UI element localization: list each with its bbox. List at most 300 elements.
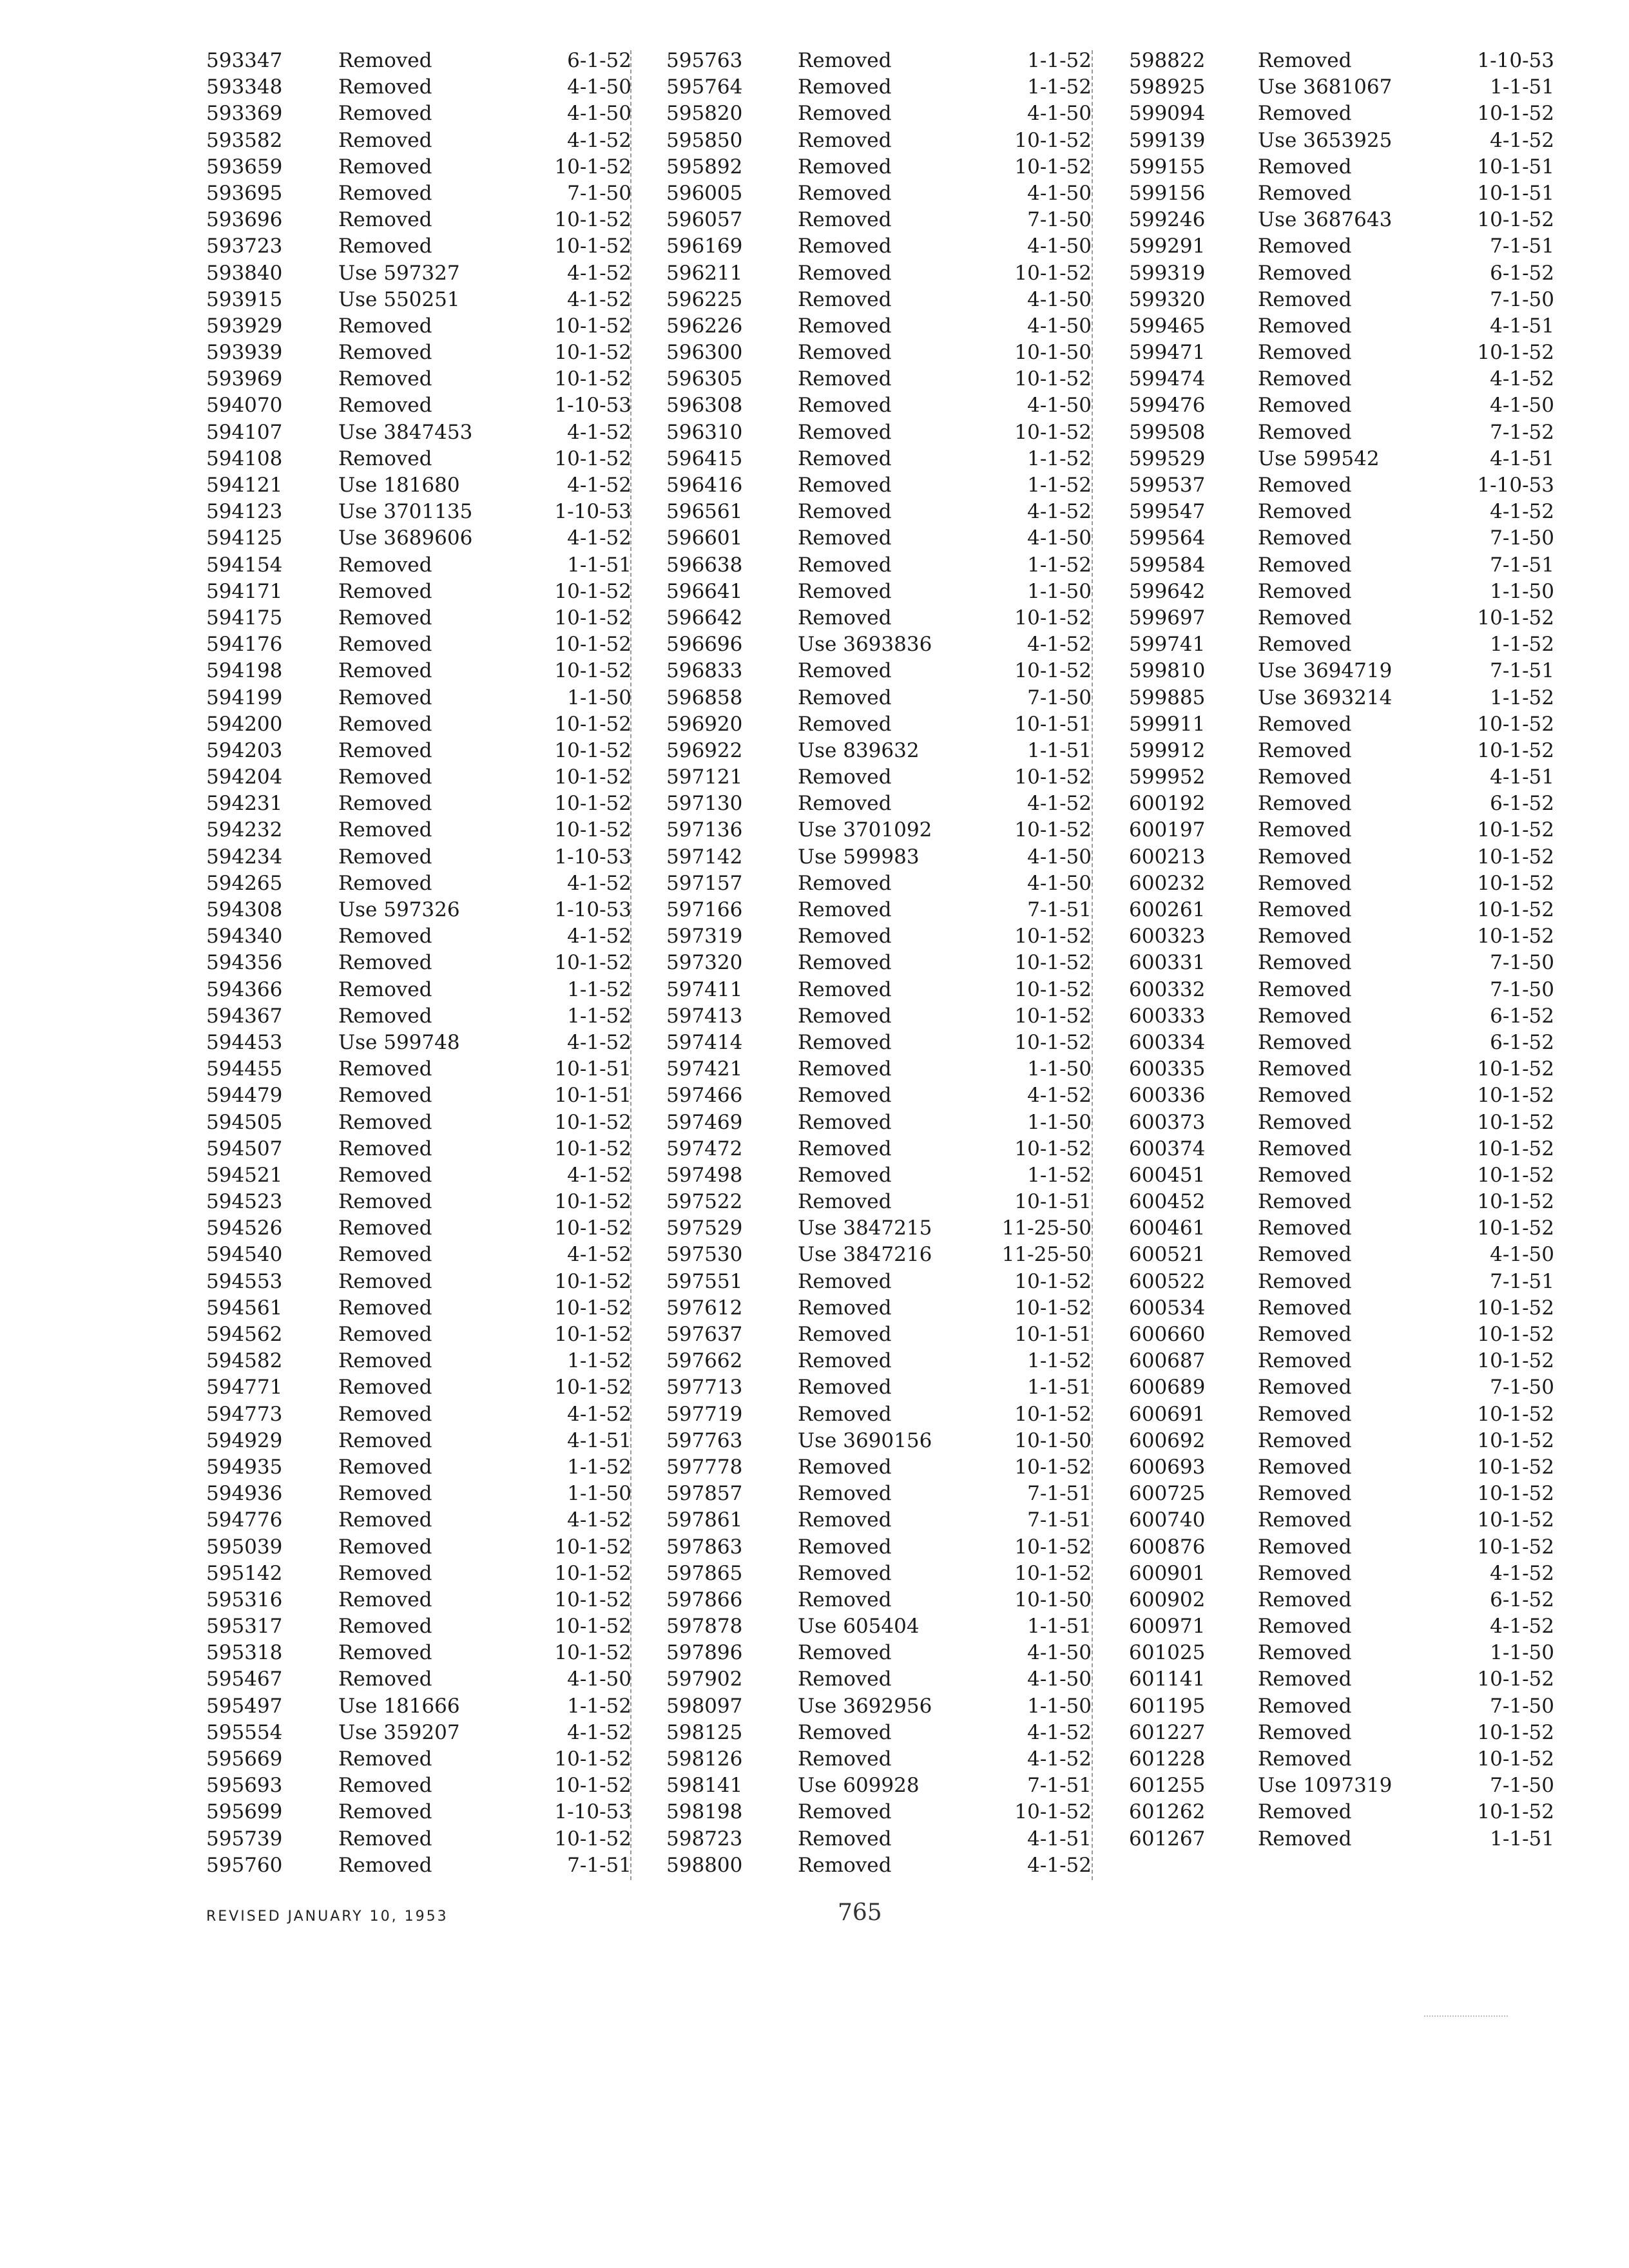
part-number: 593347 — [206, 49, 283, 72]
effective-date: 10-1-52 — [1477, 1428, 1554, 1452]
part-number: 594308 — [206, 898, 283, 921]
part-status: Removed — [1258, 1084, 1352, 1108]
part-number: 597861 — [666, 1508, 743, 1532]
part-status: Removed — [338, 1163, 432, 1187]
part-status: Removed — [1258, 1694, 1352, 1718]
table-row — [1129, 260, 1580, 287]
part-status: Removed — [338, 1774, 432, 1798]
part-status: Removed — [338, 1269, 432, 1293]
part-number: 593723 — [206, 235, 283, 258]
part-status: Removed — [1258, 1455, 1352, 1479]
part-status: Use 599542 — [1258, 447, 1380, 470]
part-number: 596638 — [666, 553, 743, 577]
table-row — [206, 101, 657, 127]
table-row — [206, 207, 657, 233]
table-row — [1129, 48, 1580, 74]
table-row — [666, 1746, 1117, 1773]
part-status: Use 359207 — [338, 1720, 460, 1744]
effective-date: 1-1-51 — [1490, 1827, 1554, 1850]
table-row — [666, 552, 1117, 579]
table-row — [1129, 1348, 1580, 1374]
effective-date: 4-1-50 — [1027, 181, 1092, 205]
page-number: 765 — [838, 1899, 882, 1926]
part-number: 593915 — [206, 287, 283, 311]
table-row — [666, 817, 1117, 843]
effective-date: 10-1-50 — [1014, 1588, 1092, 1611]
part-status: Removed — [1258, 181, 1352, 205]
part-number: 597551 — [666, 1269, 743, 1293]
table-row — [206, 446, 657, 472]
part-status: Removed — [338, 1402, 432, 1426]
table-row — [1129, 1401, 1580, 1428]
effective-date: 10-1-52 — [1014, 1402, 1092, 1426]
part-status: Removed — [338, 1747, 432, 1771]
part-number: 594231 — [206, 792, 283, 816]
part-status: Removed — [338, 977, 432, 1001]
effective-date: 4-1-52 — [1027, 1720, 1092, 1744]
table-row — [666, 1136, 1117, 1162]
table-row — [1129, 579, 1580, 605]
effective-date: 1-1-51 — [1027, 1615, 1092, 1639]
part-status: Removed — [338, 314, 432, 338]
part-number: 599547 — [1129, 500, 1206, 524]
effective-date: 10-1-52 — [1477, 1216, 1554, 1240]
part-number: 594107 — [206, 420, 283, 444]
part-number: 600334 — [1129, 1030, 1206, 1054]
effective-date: 10-1-52 — [554, 447, 631, 470]
table-row — [206, 870, 657, 897]
table-row — [206, 472, 657, 499]
table-row — [206, 313, 657, 340]
part-status: Removed — [338, 181, 432, 205]
part-status: Removed — [1258, 1349, 1352, 1373]
part-status: Removed — [798, 261, 892, 285]
part-number: 595892 — [666, 155, 743, 178]
part-status: Removed — [338, 1137, 432, 1160]
table-row — [666, 764, 1117, 791]
table-row — [666, 154, 1117, 180]
effective-date: 10-1-52 — [1014, 765, 1092, 789]
table-row — [666, 1773, 1117, 1799]
table-row — [206, 525, 657, 552]
table-row — [206, 1428, 657, 1454]
effective-date: 4-1-50 — [1027, 526, 1092, 550]
effective-date: 10-1-51 — [1477, 181, 1554, 205]
part-status: Removed — [338, 1853, 432, 1877]
part-number: 596211 — [666, 261, 743, 285]
part-number: 594234 — [206, 845, 283, 869]
table-row — [1129, 340, 1580, 366]
part-number: 599094 — [1129, 102, 1206, 126]
effective-date: 1-1-51 — [567, 553, 631, 577]
part-number: 594505 — [206, 1110, 283, 1134]
part-number: 593939 — [206, 341, 283, 365]
part-status: Removed — [798, 367, 892, 391]
effective-date: 10-1-52 — [1477, 1349, 1554, 1373]
table-row — [666, 1110, 1117, 1136]
table-row — [666, 1561, 1117, 1587]
table-row — [1129, 74, 1580, 101]
table-row — [1129, 1720, 1580, 1746]
table-row — [1129, 313, 1580, 340]
part-status: Use 599983 — [798, 845, 920, 869]
part-number: 595760 — [206, 1853, 283, 1877]
part-status: Use 3681067 — [1258, 75, 1393, 99]
part-number: 594154 — [206, 553, 283, 577]
part-number: 599912 — [1129, 738, 1206, 762]
effective-date: 4-1-52 — [567, 526, 631, 550]
effective-date: 10-1-52 — [554, 1137, 631, 1160]
effective-date: 10-1-52 — [554, 1535, 631, 1559]
effective-date: 10-1-52 — [1477, 871, 1554, 895]
part-number: 594453 — [206, 1030, 283, 1054]
effective-date: 10-1-52 — [1014, 1137, 1092, 1160]
table-row — [1129, 101, 1580, 127]
part-status: Removed — [1258, 1561, 1352, 1585]
effective-date: 4-1-50 — [567, 1667, 631, 1691]
table-row — [206, 711, 657, 738]
part-status: Removed — [1258, 765, 1352, 789]
part-status: Removed — [1258, 1163, 1352, 1187]
part-number: 600373 — [1129, 1110, 1206, 1134]
part-status: Removed — [1258, 1827, 1352, 1850]
effective-date: 7-1-51 — [1490, 553, 1554, 577]
table-row — [1129, 392, 1580, 419]
effective-date: 10-1-52 — [1014, 977, 1092, 1001]
effective-date: 1-1-50 — [1027, 579, 1092, 603]
part-number: 601227 — [1129, 1720, 1206, 1744]
effective-date: 10-1-52 — [554, 1110, 631, 1134]
part-number: 599320 — [1129, 287, 1206, 311]
table-row — [666, 287, 1117, 313]
part-number: 596833 — [666, 659, 743, 683]
part-status: Use 3847215 — [798, 1216, 932, 1240]
part-number: 596561 — [666, 500, 743, 524]
part-number: 594200 — [206, 712, 283, 736]
table-row — [666, 950, 1117, 976]
part-number: 596641 — [666, 579, 743, 603]
table-row — [666, 340, 1117, 366]
part-number: 599246 — [1129, 208, 1206, 232]
part-number: 599465 — [1129, 314, 1206, 338]
table-row — [206, 897, 657, 923]
table-row — [1129, 1428, 1580, 1454]
part-status: Removed — [1258, 1323, 1352, 1346]
part-number: 597878 — [666, 1615, 743, 1639]
effective-date: 10-1-51 — [1477, 155, 1554, 178]
part-number: 593659 — [206, 155, 283, 178]
part-number: 600336 — [1129, 1084, 1206, 1108]
table-row — [666, 128, 1117, 154]
effective-date: 4-1-50 — [1490, 394, 1554, 418]
part-status: Use 605404 — [798, 1615, 920, 1639]
table-row — [666, 180, 1117, 207]
effective-date: 11-25-50 — [1001, 1216, 1092, 1240]
part-number: 594479 — [206, 1084, 283, 1108]
part-status: Use 3694719 — [1258, 659, 1393, 683]
table-row — [666, 1030, 1117, 1056]
part-status: Removed — [798, 1004, 892, 1028]
part-number: 593582 — [206, 128, 283, 152]
part-status: Removed — [798, 314, 892, 338]
table-row — [206, 1056, 657, 1082]
table-row — [1129, 1136, 1580, 1162]
effective-date: 1-10-53 — [554, 845, 631, 869]
part-status: Removed — [798, 447, 892, 470]
table-row — [1129, 923, 1580, 950]
part-status: Removed — [338, 235, 432, 258]
part-number: 594773 — [206, 1402, 283, 1426]
part-number: 596416 — [666, 474, 743, 497]
part-number: 599741 — [1129, 633, 1206, 657]
table-row — [1129, 366, 1580, 392]
part-number: 594562 — [206, 1323, 283, 1346]
part-number: 597411 — [666, 977, 743, 1001]
effective-date: 4-1-50 — [1027, 314, 1092, 338]
part-number: 600660 — [1129, 1323, 1206, 1346]
part-status: Removed — [338, 1296, 432, 1320]
effective-date: 4-1-52 — [567, 1243, 631, 1267]
effective-date: 4-1-52 — [567, 1402, 631, 1426]
part-status: Removed — [338, 738, 432, 762]
effective-date: 10-1-50 — [1014, 341, 1092, 365]
part-status: Removed — [798, 1800, 892, 1824]
table-row — [666, 1481, 1117, 1507]
part-status: Use 3689606 — [338, 526, 473, 550]
part-number: 597466 — [666, 1084, 743, 1108]
effective-date: 1-1-52 — [1490, 686, 1554, 709]
table-row — [1129, 1534, 1580, 1561]
part-status: Removed — [1258, 606, 1352, 629]
effective-date: 1-10-53 — [554, 898, 631, 921]
effective-date: 4-1-51 — [1490, 765, 1554, 789]
effective-date: 7-1-50 — [1490, 951, 1554, 975]
table-row — [1129, 1056, 1580, 1082]
part-status: Removed — [1258, 1402, 1352, 1426]
table-row — [1129, 472, 1580, 499]
part-number: 594455 — [206, 1057, 283, 1081]
effective-date: 10-1-52 — [554, 1269, 631, 1293]
part-status: Removed — [338, 845, 432, 869]
part-number: 599810 — [1129, 659, 1206, 683]
table-row — [1129, 1746, 1580, 1773]
table-row — [1129, 446, 1580, 472]
effective-date: 4-1-50 — [1027, 394, 1092, 418]
effective-date: 10-1-52 — [1477, 1455, 1554, 1479]
table-row — [666, 446, 1117, 472]
part-status: Removed — [338, 951, 432, 975]
part-status: Removed — [798, 925, 892, 948]
effective-date: 10-1-52 — [554, 633, 631, 657]
part-number: 594171 — [206, 579, 283, 603]
table-row — [206, 260, 657, 287]
part-number: 600213 — [1129, 845, 1206, 869]
part-status: Removed — [798, 1190, 892, 1214]
table-row — [1129, 1507, 1580, 1533]
part-status: Removed — [798, 606, 892, 629]
part-status: Removed — [338, 712, 432, 736]
part-number: 596920 — [666, 712, 743, 736]
part-status: Removed — [798, 287, 892, 311]
part-number: 594366 — [206, 977, 283, 1001]
part-status: Removed — [798, 500, 892, 524]
table-row — [666, 101, 1117, 127]
table-row — [1129, 817, 1580, 843]
table-row — [1129, 1613, 1580, 1640]
table-row — [666, 1507, 1117, 1533]
part-status: Removed — [338, 1243, 432, 1267]
part-number: 597320 — [666, 951, 743, 975]
effective-date: 4-1-52 — [1490, 1615, 1554, 1639]
effective-date: 1-1-52 — [1027, 1163, 1092, 1187]
part-number: 599529 — [1129, 447, 1206, 470]
part-status: Removed — [338, 765, 432, 789]
effective-date: 1-1-52 — [1027, 75, 1092, 99]
part-number: 599139 — [1129, 128, 1206, 152]
part-number: 595497 — [206, 1694, 283, 1718]
effective-date: 10-1-52 — [554, 208, 631, 232]
effective-date: 1-1-52 — [1490, 633, 1554, 657]
part-status: Use 3847216 — [798, 1243, 932, 1267]
part-number: 599319 — [1129, 261, 1206, 285]
table-row — [206, 1561, 657, 1587]
part-number: 594540 — [206, 1243, 283, 1267]
part-number: 600461 — [1129, 1216, 1206, 1240]
part-status: Removed — [798, 1323, 892, 1346]
part-number: 597529 — [666, 1216, 743, 1240]
table-row — [206, 392, 657, 419]
part-status: Removed — [338, 128, 432, 152]
part-number: 601262 — [1129, 1800, 1206, 1824]
part-status: Removed — [1258, 792, 1352, 816]
table-row — [206, 950, 657, 976]
effective-date: 10-1-51 — [554, 1057, 631, 1081]
part-number: 597472 — [666, 1137, 743, 1160]
part-number: 594176 — [206, 633, 283, 657]
part-number: 597142 — [666, 845, 743, 869]
part-status: Removed — [798, 1455, 892, 1479]
table-row — [666, 48, 1117, 74]
table-row — [666, 1826, 1117, 1852]
part-status: Use 3687643 — [1258, 208, 1393, 232]
part-status: Removed — [338, 925, 432, 948]
part-number: 600332 — [1129, 977, 1206, 1001]
part-number: 597857 — [666, 1482, 743, 1506]
part-status: Removed — [798, 1853, 892, 1877]
effective-date: 10-1-52 — [1477, 898, 1554, 921]
effective-date: 4-1-50 — [1027, 871, 1092, 895]
part-number: 600687 — [1129, 1349, 1206, 1373]
effective-date: 10-1-52 — [1477, 1667, 1554, 1691]
part-status: Removed — [338, 686, 432, 709]
part-status: Removed — [1258, 1720, 1352, 1744]
table-row — [206, 1003, 657, 1030]
effective-date: 10-1-52 — [1014, 818, 1092, 842]
part-status: Removed — [338, 871, 432, 895]
part-number: 601228 — [1129, 1747, 1206, 1771]
effective-date: 1-1-51 — [1027, 738, 1092, 762]
part-number: 596696 — [666, 633, 743, 657]
effective-date: 1-1-52 — [1027, 474, 1092, 497]
table-row — [666, 1587, 1117, 1613]
effective-date: 4-1-52 — [1027, 1853, 1092, 1877]
effective-date: 10-1-52 — [554, 1561, 631, 1585]
part-number: 600725 — [1129, 1482, 1206, 1506]
effective-date: 10-1-52 — [1014, 925, 1092, 948]
effective-date: 10-1-52 — [554, 659, 631, 683]
part-status: Removed — [338, 818, 432, 842]
part-number: 594203 — [206, 738, 283, 762]
effective-date: 1-1-50 — [1490, 1641, 1554, 1665]
part-number: 599508 — [1129, 420, 1206, 444]
table-row — [666, 579, 1117, 605]
effective-date: 7-1-51 — [1027, 898, 1092, 921]
effective-date: 7-1-50 — [1490, 287, 1554, 311]
effective-date: 7-1-50 — [1027, 208, 1092, 232]
effective-date: 10-1-52 — [554, 1827, 631, 1850]
part-status: Removed — [338, 1323, 432, 1346]
part-status: Removed — [338, 208, 432, 232]
table-row — [1129, 1666, 1580, 1693]
effective-date: 4-1-50 — [567, 75, 631, 99]
effective-date: 1-1-50 — [1027, 1057, 1092, 1081]
part-status: Removed — [798, 49, 892, 72]
effective-date: 10-1-52 — [1014, 1535, 1092, 1559]
part-number: 600452 — [1129, 1190, 1206, 1214]
effective-date: 10-1-52 — [554, 818, 631, 842]
effective-date: 10-1-52 — [1477, 208, 1554, 232]
part-status: Removed — [1258, 553, 1352, 577]
part-status: Removed — [798, 1561, 892, 1585]
part-number: 600192 — [1129, 792, 1206, 816]
part-number: 594123 — [206, 500, 283, 524]
part-status: Removed — [1258, 712, 1352, 736]
effective-date: 1-1-52 — [1027, 447, 1092, 470]
effective-date: 4-1-51 — [567, 1428, 631, 1452]
effective-date: 10-1-52 — [554, 1588, 631, 1611]
effective-date: 4-1-50 — [1027, 102, 1092, 126]
effective-date: 4-1-52 — [1027, 500, 1092, 524]
table-row — [666, 313, 1117, 340]
part-number: 599564 — [1129, 526, 1206, 550]
effective-date: 1-10-53 — [554, 394, 631, 418]
table-row — [206, 1082, 657, 1109]
part-status: Removed — [338, 1535, 432, 1559]
part-number: 594561 — [206, 1296, 283, 1320]
effective-date: 4-1-50 — [567, 102, 631, 126]
part-status: Removed — [798, 1588, 892, 1611]
part-number: 593696 — [206, 208, 283, 232]
part-number: 599476 — [1129, 394, 1206, 418]
table-row — [1129, 658, 1580, 684]
table-row — [666, 1799, 1117, 1825]
effective-date: 10-1-52 — [1014, 261, 1092, 285]
part-status: Removed — [798, 102, 892, 126]
table-row — [1129, 711, 1580, 738]
part-status: Removed — [338, 394, 432, 418]
effective-date: 4-1-52 — [567, 1508, 631, 1532]
table-row — [206, 287, 657, 313]
effective-date: 1-1-50 — [567, 1482, 631, 1506]
effective-date: 10-1-52 — [1477, 1057, 1554, 1081]
effective-date: 10-1-52 — [1477, 1163, 1554, 1187]
part-status: Removed — [338, 553, 432, 577]
effective-date: 1-1-52 — [567, 1349, 631, 1373]
part-status: Removed — [798, 1535, 892, 1559]
table-row — [206, 366, 657, 392]
part-status: Use 3653925 — [1258, 128, 1393, 152]
table-row — [666, 1428, 1117, 1454]
